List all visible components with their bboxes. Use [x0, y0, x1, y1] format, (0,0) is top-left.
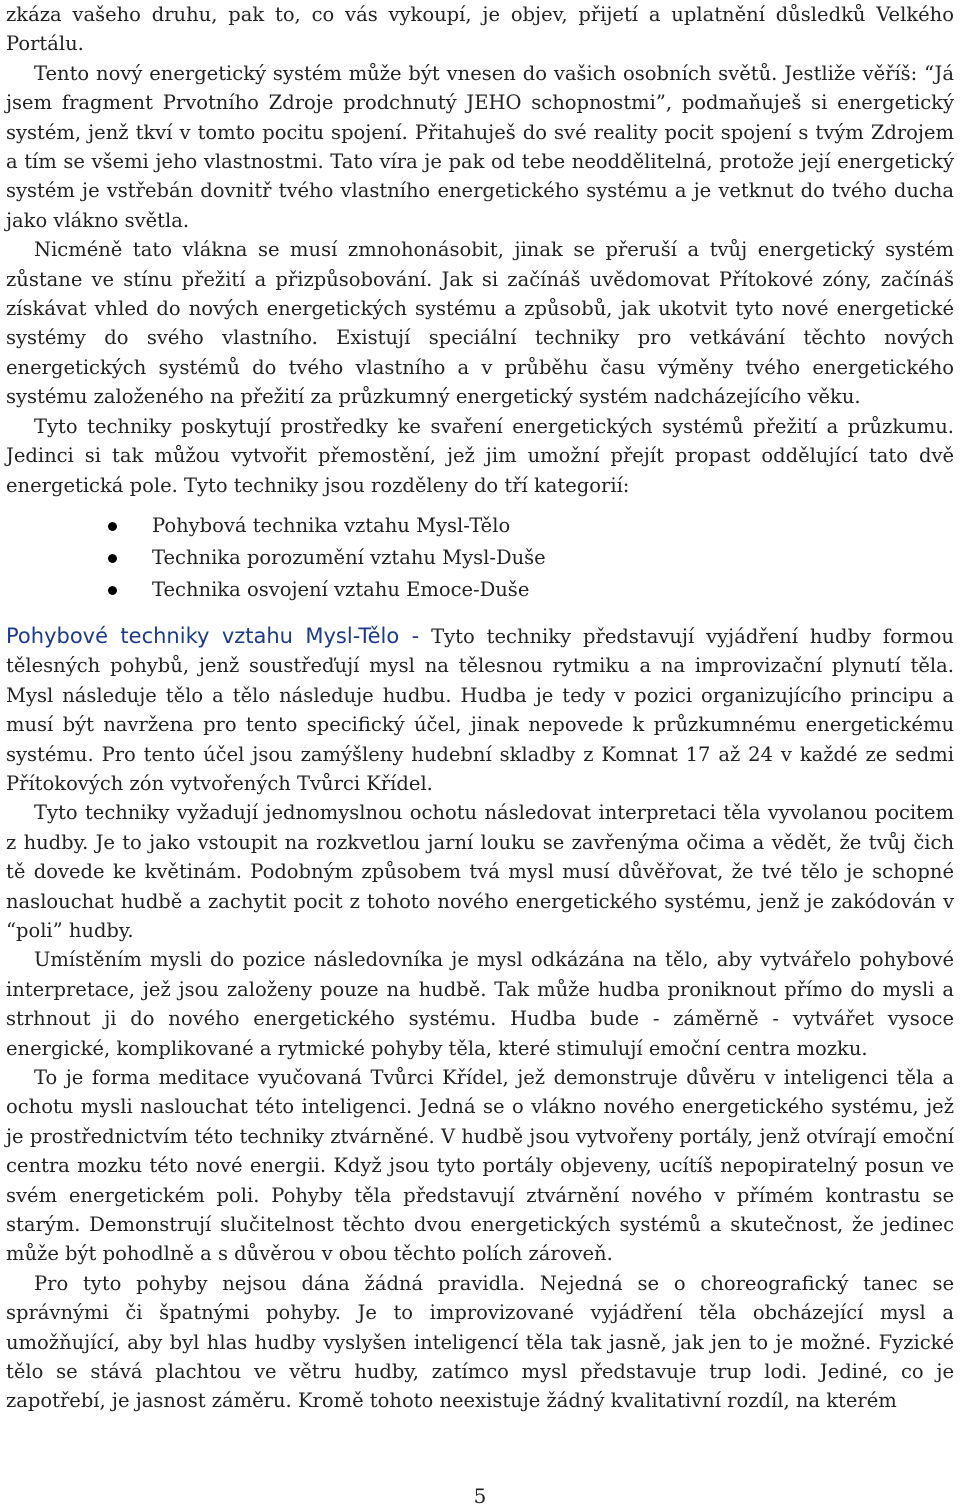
- paragraph: Tento nový energetický systém může být vnesen do vašich osobních světů. Jestliže věříš: “Já jsem fragment Prvotního Zdroje prodchnutý JEHO schopnostmi”, podmaňuješ si energetický systém, jenž tkví v tomto pocitu spojení. Přitahuješ do své reality pocit spojení s tvým Zdrojem a tím se všemi jeho vlastnostmi. Tato víra je pak od tebe neoddělitelná, protože její energetický systém je vstřebán dovnitř tvého vlastního energetického systému a je vetknut do tvého ducha jako vlákno světla.: [6, 61, 954, 232]
- section-paragraph: [6, 622, 954, 798]
- list-item-label: Technika osvojení vztahu Emoce-Duše: [152, 577, 530, 601]
- list-item: [6, 510, 954, 542]
- paragraph: Pro tyto pohyby nejsou dána žádná pravidla. Nejedná se o choreografický tanec se správnými či špatnými pohyby. Je to improvizované vyjádření těla obcházející mysl a umožňující, aby byl hlas hudby vyslyšen inteligencí těla tak jasně, jak jen to je možné. Fyzické tělo se stává plachtou ve větru hudby, zatímco mysl představuje trup lodi. Jediné, co je zapotřebí, je jasnost záměru. Kromě tohoto neexistuje žádný kvalitativní rozdíl, na kterém: [6, 1271, 954, 1413]
- document-page: [6, 0, 954, 1416]
- bullet-icon: [108, 522, 117, 531]
- list-item-label: Pohybová technika vztahu Mysl-Tělo: [152, 513, 511, 537]
- section-heading: Pohybové techniky vztahu Mysl-Tělo -: [6, 623, 420, 648]
- bullet-icon: [108, 586, 117, 595]
- list-item: [6, 574, 954, 606]
- paragraph: zkáza vašeho druhu, pak to, co vás vykoupí, je objev, přijetí a uplatnění důsledků Velkého Portálu.: [6, 3, 954, 56]
- page-number: 5: [473, 1484, 487, 1508]
- paragraph: Nicméně tato vlákna se musí zmnohonásobit, jinak se přeruší a tvůj energetický systém zůstane ve stínu přežití a přizpůsobování. Jak si začínáš uvědomovat Přítokové zóny, začínáš získávat vhled do nových energetických systému a způsobů, jak ukotvit tyto nové energetické systémy do svého vlastního. Existují speciální techniky pro vetkávání těchto nových energetických systémů do tvého vlastního a v průběhu času výměny tvého energetického systému založeného na přežití za průzkumný energetický systém nadcházejícího věku.: [6, 238, 954, 409]
- paragraph: Tyto techniky vyžadují jednomyslnou ochotu následovat interpretaci těla vyvolanou pocitem z hudby. Je to jako vstoupit na rozkvetlou jarní louku se zavřenýma očima a vědět, že tvůj čich tě dovede ke květinám. Podobným způsobem tvá mysl musí důvěřovat, že tvé tělo je schopné naslouchat hudbě a zachytit pocit z tohoto nového energetického systému, jenž je zakódován v “poli” hudby.: [6, 801, 954, 942]
- paragraph: To je forma meditace vyučovaná Tvůrci Křídel, jež demonstruje důvěru v inteligenci těla a ochotu mysli naslouchat této inteligenci. Jedná se o vlákno nového energetického systému, jež je prostřednictvím této techniky ztvárněné. V hudbě jsou vytvořeny portály, jenž otvírají emoční centra mozku této nové energii. Když jsou tyto portály objeveny, ucítíš nepopiratelný posun ve svém energetickém poli. Pohyby těla představují ztvárnění nového v přímém kontrastu se starým. Demonstrují slučitelnost těchto dvou energetických systémů a skutečnost, že jedinec může být pohodlně a s důvěrou v obou těchto polích zároveň.: [6, 1066, 954, 1266]
- paragraph: Umístěním mysli do pozice následovníka je mysl odkázána na tělo, aby vytvářelo pohybové interpretace, jež jsou založeny pouze na hudbě. Tak může hudba proniknout přímo do mysli a strhnout ji do nového energetického systému. Hudba bude - záměrně - vytvářet vysoce energické, komplikované a rytmické pohyby těla, které stimulují emoční centra mozku.: [6, 948, 954, 1060]
- list-item-label: Technika porozumění vztahu Mysl-Duše: [152, 545, 546, 569]
- section-lead-text: Tyto techniky představují vyjádření hudby formou tělesných pohybů, jenž soustřeďují mysl na tělesnou rytmiku a na improvizační plynutí těla. Mysl následuje tělo a tělo následuje hudbu. Hudba je tedy v pozici organizujícího principu a musí být navržena pro tento specifický účel, jinak nepovede k průzkumnému energetickému systému. Pro tento účel jsou zamýšleny hudební skladby z Komnat 17 až 24 v každé ze sedmi Přítokových zón vytvořených Tvůrci Křídel.: [6, 624, 954, 795]
- list-item: [6, 542, 954, 574]
- paragraph: Tyto techniky poskytují prostředky ke svaření energetických systémů přežití a průzkumu. Jedinci si tak můžou vytvořit přemostění, jež jim umožní přejít propast oddělující tato dvě energetická pole. Tyto techniky jsou rozděleny do tří kategorií:: [6, 414, 954, 497]
- bullet-icon: [108, 554, 117, 563]
- technique-list: [6, 510, 954, 606]
